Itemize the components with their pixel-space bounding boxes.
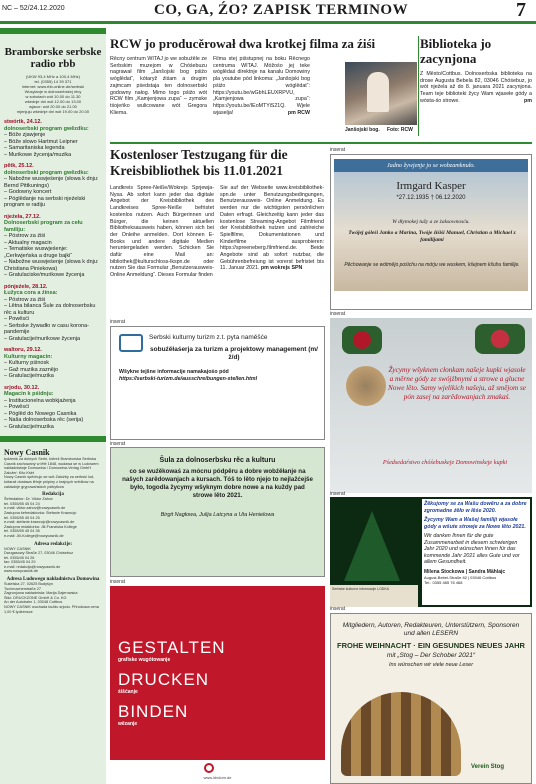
stog-greeting: FROHE WEIHNACHT · EIN GESUNDES NEUES JAHR	[337, 641, 525, 650]
sidebar-divider	[0, 436, 106, 442]
article-biblioteka-title: Biblioteka jo zacynjona	[420, 36, 492, 66]
radio-info-line: wjacor: wót 20.00 do 21.00	[29, 104, 77, 109]
program-item: – Kulturny pśinosk	[4, 360, 49, 366]
obituary-intro: Jadno žywjenje jo se wobzamknuło.	[334, 159, 528, 172]
radio-info-line: wšednje dni wót 12.00 do 13.00	[24, 99, 82, 104]
ldv-gestalten: GESTALTEN	[118, 638, 226, 657]
ldv-binden: BINDEN	[118, 702, 189, 721]
impressum-line: e-mail: redakcija@nowycasnik.de	[4, 564, 61, 569]
program-item: – Nabožne wuswjeśenje (słowa k dnju: Christiana Piniekowa)	[4, 259, 99, 272]
szula-body: co se wuźěkowaś za mócnu pódpěru a dobre wobźěłanje na našych zarědowanjach a kursach. Tóš to lěto njejo to nejlažćejše było, togodla žycymy wšyknym dobre nowe a na kuždy pad strowe lěto 2021.	[122, 468, 313, 499]
program-item: – Powěsći	[4, 404, 30, 410]
turizm-wanted: sobuźěłaśerja za turizm a projektowy management (m/ž/d)	[150, 346, 318, 361]
radio-title: Bramborske serbske radio rbb	[4, 46, 102, 70]
program-item: – Gratulacije/muzika	[4, 373, 54, 379]
obituary-grief: W dłymokej tužy a ze żaksownosću.	[392, 219, 470, 225]
impressum-line: tel. 0355/55 45 04 24	[4, 501, 40, 506]
radio-info-line: (UKW 93,4 MHz a 100,4 MHz)	[25, 74, 80, 79]
ad-label: inserat	[330, 311, 346, 317]
stog-subtitle: mit „Stog – Der Schober 2021“	[386, 652, 476, 659]
hay-stack-illustration	[341, 692, 461, 776]
photo-caption: Janšojski bog.	[345, 127, 380, 133]
program-section: dolnoserbski program gwězdku:	[4, 169, 89, 176]
program-item: – Murikowe žycenja/muzika	[4, 151, 72, 158]
impressum-line: Tuchmacherstraße 27	[4, 586, 41, 591]
lodka-sorb-thanks: Žěkujomy se za Wašu dowěru a za dobre zgromadne źěło w lěśe 2020.	[424, 501, 527, 514]
impressum-line: tel. 0355/45 04 26	[4, 555, 35, 560]
obituary-funeral: Pěchowanje se wótmějo pośichu na mórju we wuskem, kšejnem kšuhu familije.	[344, 262, 520, 268]
sidebar-divider	[0, 28, 106, 34]
radio-info	[0, 74, 106, 114]
program-item: – Nabožne wuswjeśenje (słowa k dnju: Bernd Pittkunings)	[4, 176, 99, 189]
impressum-line: Zastupna redaktorka: Jill-Franziska Kollege	[4, 524, 77, 529]
program-item: – Gratulaciske/murikowe žycenja	[4, 272, 85, 278]
impressum-line: Založeŕ: Kito Kśėt	[4, 470, 34, 475]
article-kreisbibliothek-author: pm wokrejs SPN	[260, 265, 303, 272]
ldv-binden-sub: wězanje	[118, 721, 138, 727]
ad-label: inserat	[330, 147, 346, 153]
article-rcw-col2-text: Filma stej pśistupnej na boku Rěcnego centruma WITAJ. Móžośo jej teke wóglědaś direktnje na kanalu Domowiny pla youtube pód linkoma: „Janšojski bog pśiźo wóglědat“: https://youtu.be/wGbhLEUXRPVU, „Kamjenjowa zupa“: https://youtu.be/IEoMTYiS21Q. Wjele wjaselja!	[213, 56, 310, 116]
program-item: – Bóže zjawjenje	[4, 132, 46, 138]
program-item: – Póglěd do Nowego Casnika	[4, 410, 77, 417]
turizm-more: Wšykne tejšne informacije namakajośo pód	[119, 369, 229, 375]
turizm-org: Serbski kulturny turizm z.t. pyta naměšće	[149, 334, 268, 341]
ldv-drucken: DRUCKEN	[118, 670, 210, 689]
impressum-line: tydźenik za dolnych Serbi, kótrež Bramborska Serbska Casnik zachowaný w lětě 1848, wudawa se w Ludowem nakładnistwje Domowina / Domowina-Verlag GmbH	[4, 457, 99, 471]
column-divider	[418, 36, 419, 136]
turizm-link[interactable]: https://serbski-turizm.de/ausschreibungen-stellen.html	[119, 376, 258, 382]
impressum-line: e-mail: Jill-Kollege@nowycasnik.de	[4, 533, 64, 538]
lodka-footer	[330, 585, 418, 607]
article-kreisbibliothek	[110, 147, 325, 279]
program-section: Łužyca cora a źinsa:	[4, 290, 58, 296]
page-title: CO, GA, ŹO? ZAPISK TERMINOW	[154, 2, 409, 18]
impressum-lead	[0, 457, 106, 489]
program-item: – Samaritaniska legenda	[4, 145, 65, 151]
page-number: 7	[516, 0, 526, 21]
impressum-line: Šefredaktor: Dr. Viktor Zahov	[4, 497, 53, 502]
lodka-address: August-Bebel-Straße 82 | 03046 Cottbus	[424, 574, 497, 580]
program-item: – Lětna bilanca Šule za dolnoserbsku rěc a kulturu	[4, 303, 96, 316]
program-day: pónjeźele, 28.12.	[4, 283, 48, 290]
obituary-name: Irmgard Kasper	[396, 180, 466, 192]
radio-program-list	[0, 119, 106, 430]
impressum-line: Nowy Casnik spěchujo se wót Załožby za serbski lud, kótaraž dostawa lětnje pśipóry z krajnych srědkow na zakładnje grypowańskich pśibytkow	[4, 475, 95, 489]
impressum-address	[0, 547, 106, 575]
obituary-dates: *27.12.1935 † 06.12.2020	[396, 195, 466, 201]
nakladnistwo-title: Adresa Ludowego nakładnistwa Domowina	[6, 577, 100, 583]
ad-lodka	[330, 497, 532, 607]
page-header	[0, 0, 536, 24]
program-day: srjodu, 30.12.	[4, 384, 40, 391]
program-item: – Powěsći	[4, 316, 30, 322]
ldv-gestalten-sub: grafiske wugótowanje	[118, 657, 171, 663]
program-section: Magacin k pśidnju:	[4, 391, 54, 397]
impressum-line: NOWY CASNIK	[4, 546, 31, 551]
impressum-line: www.nowycasnik.de	[4, 569, 38, 574]
ldv-logo-icon	[204, 763, 214, 773]
ad-szula	[110, 447, 325, 577]
lodka-org: Serbske kulturne informacije LODKA	[332, 587, 389, 591]
radio-info-line: Wusylanje w dolnoserbskej rěcy	[24, 89, 82, 94]
radio-info-line: mjenjuju wšednje dni wót 19.00 do 20.00	[16, 109, 90, 114]
program-item: – Bóže słowo Hartmut Leipner	[4, 138, 78, 145]
program-item: – Serbske žywadło w casu korona-pandemije	[4, 322, 89, 335]
photo-figure	[367, 72, 389, 112]
ornament-decoration-icon	[475, 324, 525, 354]
lodka-german-wishes: Wir danken Ihnen für die gute Zusammenarbeit in diesem schwierigen Jahr 2020 und wünschen Ihnen für das kommende Jahr 2021 alles Gute und vor allem Gesundheit.	[424, 533, 520, 565]
program-section: Dolnoserbski program za cełu familiju:	[4, 220, 83, 233]
szula-signature: Birgit Nagłowa, Julija Latcyna a Uta Henielowa	[160, 512, 275, 518]
program-section: Kulturny magacin:	[4, 353, 53, 360]
stog-thanks: Mitgliedern, Autoren, Redakteuren, Unterstützern, Sponsoren und allen LESERN	[342, 622, 520, 637]
ad-label: inserat	[110, 579, 126, 585]
adresa-title: Adresa redakcije:	[33, 541, 72, 547]
ad-stog	[330, 613, 532, 784]
obituary-irmgard-kasper	[330, 154, 532, 310]
ad-label: inserat	[330, 491, 346, 497]
program-item: – Godowny koncert	[4, 189, 52, 195]
article-kreisbibliothek-col1: Landkreis Spree-Neiße/Wokrejs Sprjewja-Nysa. Ab sofort kann jeder das digitale Angebot der Kreisbibliothek des Landkreises Spree-Neiße befristet kostenlos nutzen. Auch Bürgerinnen und Bürger, die keinen aktuellen Bibliotheksausweis haben, können sich bei der Onleihe anmelden. Dort können E-Books und andere digitale Medien heruntergeladen werden. Schicken Sie dafür eine Mail an: bibliothek@kulturschloss-lkspn.de oder nutzen Sie das Formular „Benutzerausweis-Online Anmeldung“. Dieses Formular finden	[110, 185, 214, 279]
impressum-line: Dwugasowy Straße 27, 03046 Chóśebuz	[4, 551, 74, 556]
program-day: stwórtk, 24.12.	[4, 119, 42, 125]
lodka-sorb-wishes: Žycymy Wam a Wašej familiji wjasołe gódy a wšute strowje za Nowe lěto 2021.	[424, 517, 526, 530]
impressum-line: fax: 0355/45 04 29	[4, 560, 36, 565]
redakcija-title: Redakcija	[42, 492, 64, 498]
lodka-text-panel	[422, 499, 530, 605]
impressum-line: Sukelska 27, 02625 Budyšyn	[4, 582, 53, 587]
ad-domowina-kupka	[330, 318, 532, 493]
impressum-line: Zastupna šefredaktorka: Stefanie Krawcojc	[4, 510, 77, 515]
impressum-line: e-mail: stefanie.krawcojc@nowycasnik.de	[4, 520, 75, 525]
lodka-tel: Tel.: 0355 485 76 468	[424, 579, 463, 585]
photo-credit: Foto: RCW	[387, 127, 413, 133]
stog-lead: Ins wünschen wir viele neue Leser	[388, 662, 474, 668]
radio-program-sidebar	[0, 28, 106, 784]
program-day: waltoru, 29.12.	[4, 347, 42, 353]
program-item: – Gratulacije/murikowe žycenja	[4, 335, 81, 342]
article-biblioteka-text	[420, 71, 532, 105]
program-item: – Aktualny magacin	[4, 239, 52, 246]
impressum-line: tel. 0355/55 45 04 35	[4, 529, 40, 534]
article-biblioteka	[420, 36, 532, 105]
program-item: – Gaž muzika zaznějo	[4, 366, 59, 373]
kupka-greeting: Žycymy wšyknem cłonkam našeje kupki wjasołe a měrne gódy ze swójźbnymi a strowe a glucne Nowe lěto. Samy wjelikich našeju, až smějom se pón zasej na zarědowanjach zmakaś.	[388, 366, 526, 401]
program-item: – Institucionelna wobkjaźenja	[4, 397, 76, 404]
issue-number: NC – 52/24.12.2020	[2, 5, 65, 12]
impressum-line: An der Autobahn 1, 03048 Cottbus	[4, 600, 63, 605]
obituary-panel	[334, 172, 528, 291]
article-rcw-col1: Rěcny centrum WITAJ jo we sobuźěle ze Serbskim muzejom w Chóśebuzu nagrawał film „Janšojski bog pśiźo wóglědat“, kótaryž źiśam a drugim zajmcam pśedstaja ten dolnoserbski godowny nałog. Mimo togo pśiźo wót RCW film „Kamjenjowa zupa“ – zymske tśojeńko wulicowane wót Gregora Kliema.	[110, 56, 207, 116]
ad-ldv	[110, 586, 325, 784]
ad-label: inserat	[330, 606, 346, 612]
program-item: – Naša dolnoserbska rěc (serija)	[4, 417, 84, 423]
impressum-line: Zagronjowa nakładnista: Marija Dajerowska	[4, 591, 78, 596]
program-item: – Póstrow za źiśi	[4, 296, 46, 303]
ad-label: inserat	[110, 319, 126, 325]
ldv-footer	[110, 760, 325, 784]
impressum-line: tel. 0355/55 45 04 25	[4, 515, 40, 520]
impressum-line: Śišć: DRUCKZONE GmbH & Co. KG	[4, 595, 67, 600]
article-biblioteka-body: Z Město/Cottbus. Dolnoserbska biblioteka na drose Augusta Bebela 82, 03046 Chóśebuz, jo wót njeźela až do 8. januara 2021 zacynjona. Team teje biblioteki žycy Wam wjasełe gódy a wósta-śo strowe.	[420, 71, 532, 104]
impressum-title: Nowy Casnik	[4, 448, 50, 457]
lodka-signature: Milena Stockowa | Sandra Mählajc	[424, 568, 506, 575]
kupka-signature: Pśedsedaŕstwo chóśebuskeje Domowinskeje kupki	[382, 459, 508, 466]
ad-turizm	[110, 326, 325, 440]
radio-info-line: tel. (0355) 14 39 371	[34, 79, 72, 84]
ldv-url[interactable]: www.ldvdom.de	[203, 775, 232, 780]
szula-title: Šula za dolnoserbsku rěc a kulturu	[159, 457, 276, 464]
christmas-tree-icon	[344, 511, 400, 581]
impressum-publisher	[0, 582, 106, 614]
article-rcw-title: RCW jo producěrował dwa krotkej filma za źiśi	[110, 36, 376, 51]
program-item: – Tematiske wuswjeśenje: „Cerkwjeńska a druge bajki“	[4, 246, 73, 259]
article-kreisbibliothek-col2-text: Sie auf der Webseite www.kreisbibliothek-spn.de unter Benutzungsbedingungen, Benutzerausweis- Online Anmeldung. Es werden nur die wichtigsten persönlichen Daten erfragt. Gleichzeitig kann jeder das kostenlose Streaming-Angebot Filmfriend der Kreisbibliothek nutzen und zahlreiche Spielfilme, Dokumentationen und Kinderfilme ausprobieren: https://spreeneberg.filmfriend.de. Beide Angebote sind ab sofort nutzbar, die Gebührenbefreiung ist vorerst befristet bis 11. Januar 2021.	[220, 185, 324, 272]
impressum-redakcija	[0, 497, 106, 538]
radio-info-line: internet: www.rbb-online.de/serbski	[21, 84, 85, 89]
holly-decoration-icon	[342, 326, 382, 354]
article-kreisbibliothek-col2	[220, 185, 324, 279]
program-day: pětk, 25.12.	[4, 163, 34, 169]
ldv-drucken-sub: śišćanje	[118, 689, 138, 695]
article-biblioteka-author: pm	[524, 97, 532, 104]
impressum-line: NOWY CASNIK wuchada kuždu srjodu. Přinošowa cena 1,00 € tydźensce	[4, 605, 99, 614]
section-divider	[110, 142, 532, 144]
stog-verein: Verein Stog	[471, 764, 505, 770]
program-section: dolnoserbski program gwězdku:	[4, 125, 89, 132]
program-item: – Póstrow za źiśi	[4, 233, 46, 239]
article-kreisbibliothek-title: Kostenloser Testzugang für die Kreisbibliothek bis 11.01.2021	[110, 147, 288, 178]
radio-info-line: w sobotach wót 10.00 do 11.30	[25, 94, 81, 99]
program-day: njeźela, 27.12.	[4, 213, 41, 220]
program-item: – Póglědanje na serbski njeźelski program w radiju	[4, 195, 86, 208]
article-rcw-author: pm RCW	[287, 109, 310, 116]
program-item: – Gratulacije/muzika	[4, 423, 54, 430]
obituary-family: Twójej góleśi Janko a Marina, Twóje źiśiśi Manuel, Christian a Michael z familijami	[348, 230, 516, 243]
impressum-line: e-mail: viktor.zahov@nowycasnik.de	[4, 506, 66, 511]
pinecone-icon	[346, 366, 386, 406]
janšojski-bog-photo	[345, 62, 417, 125]
turizm-logo-icon	[119, 334, 143, 352]
article-rcw-col2	[213, 56, 310, 116]
ad-label: inserat	[110, 441, 126, 447]
